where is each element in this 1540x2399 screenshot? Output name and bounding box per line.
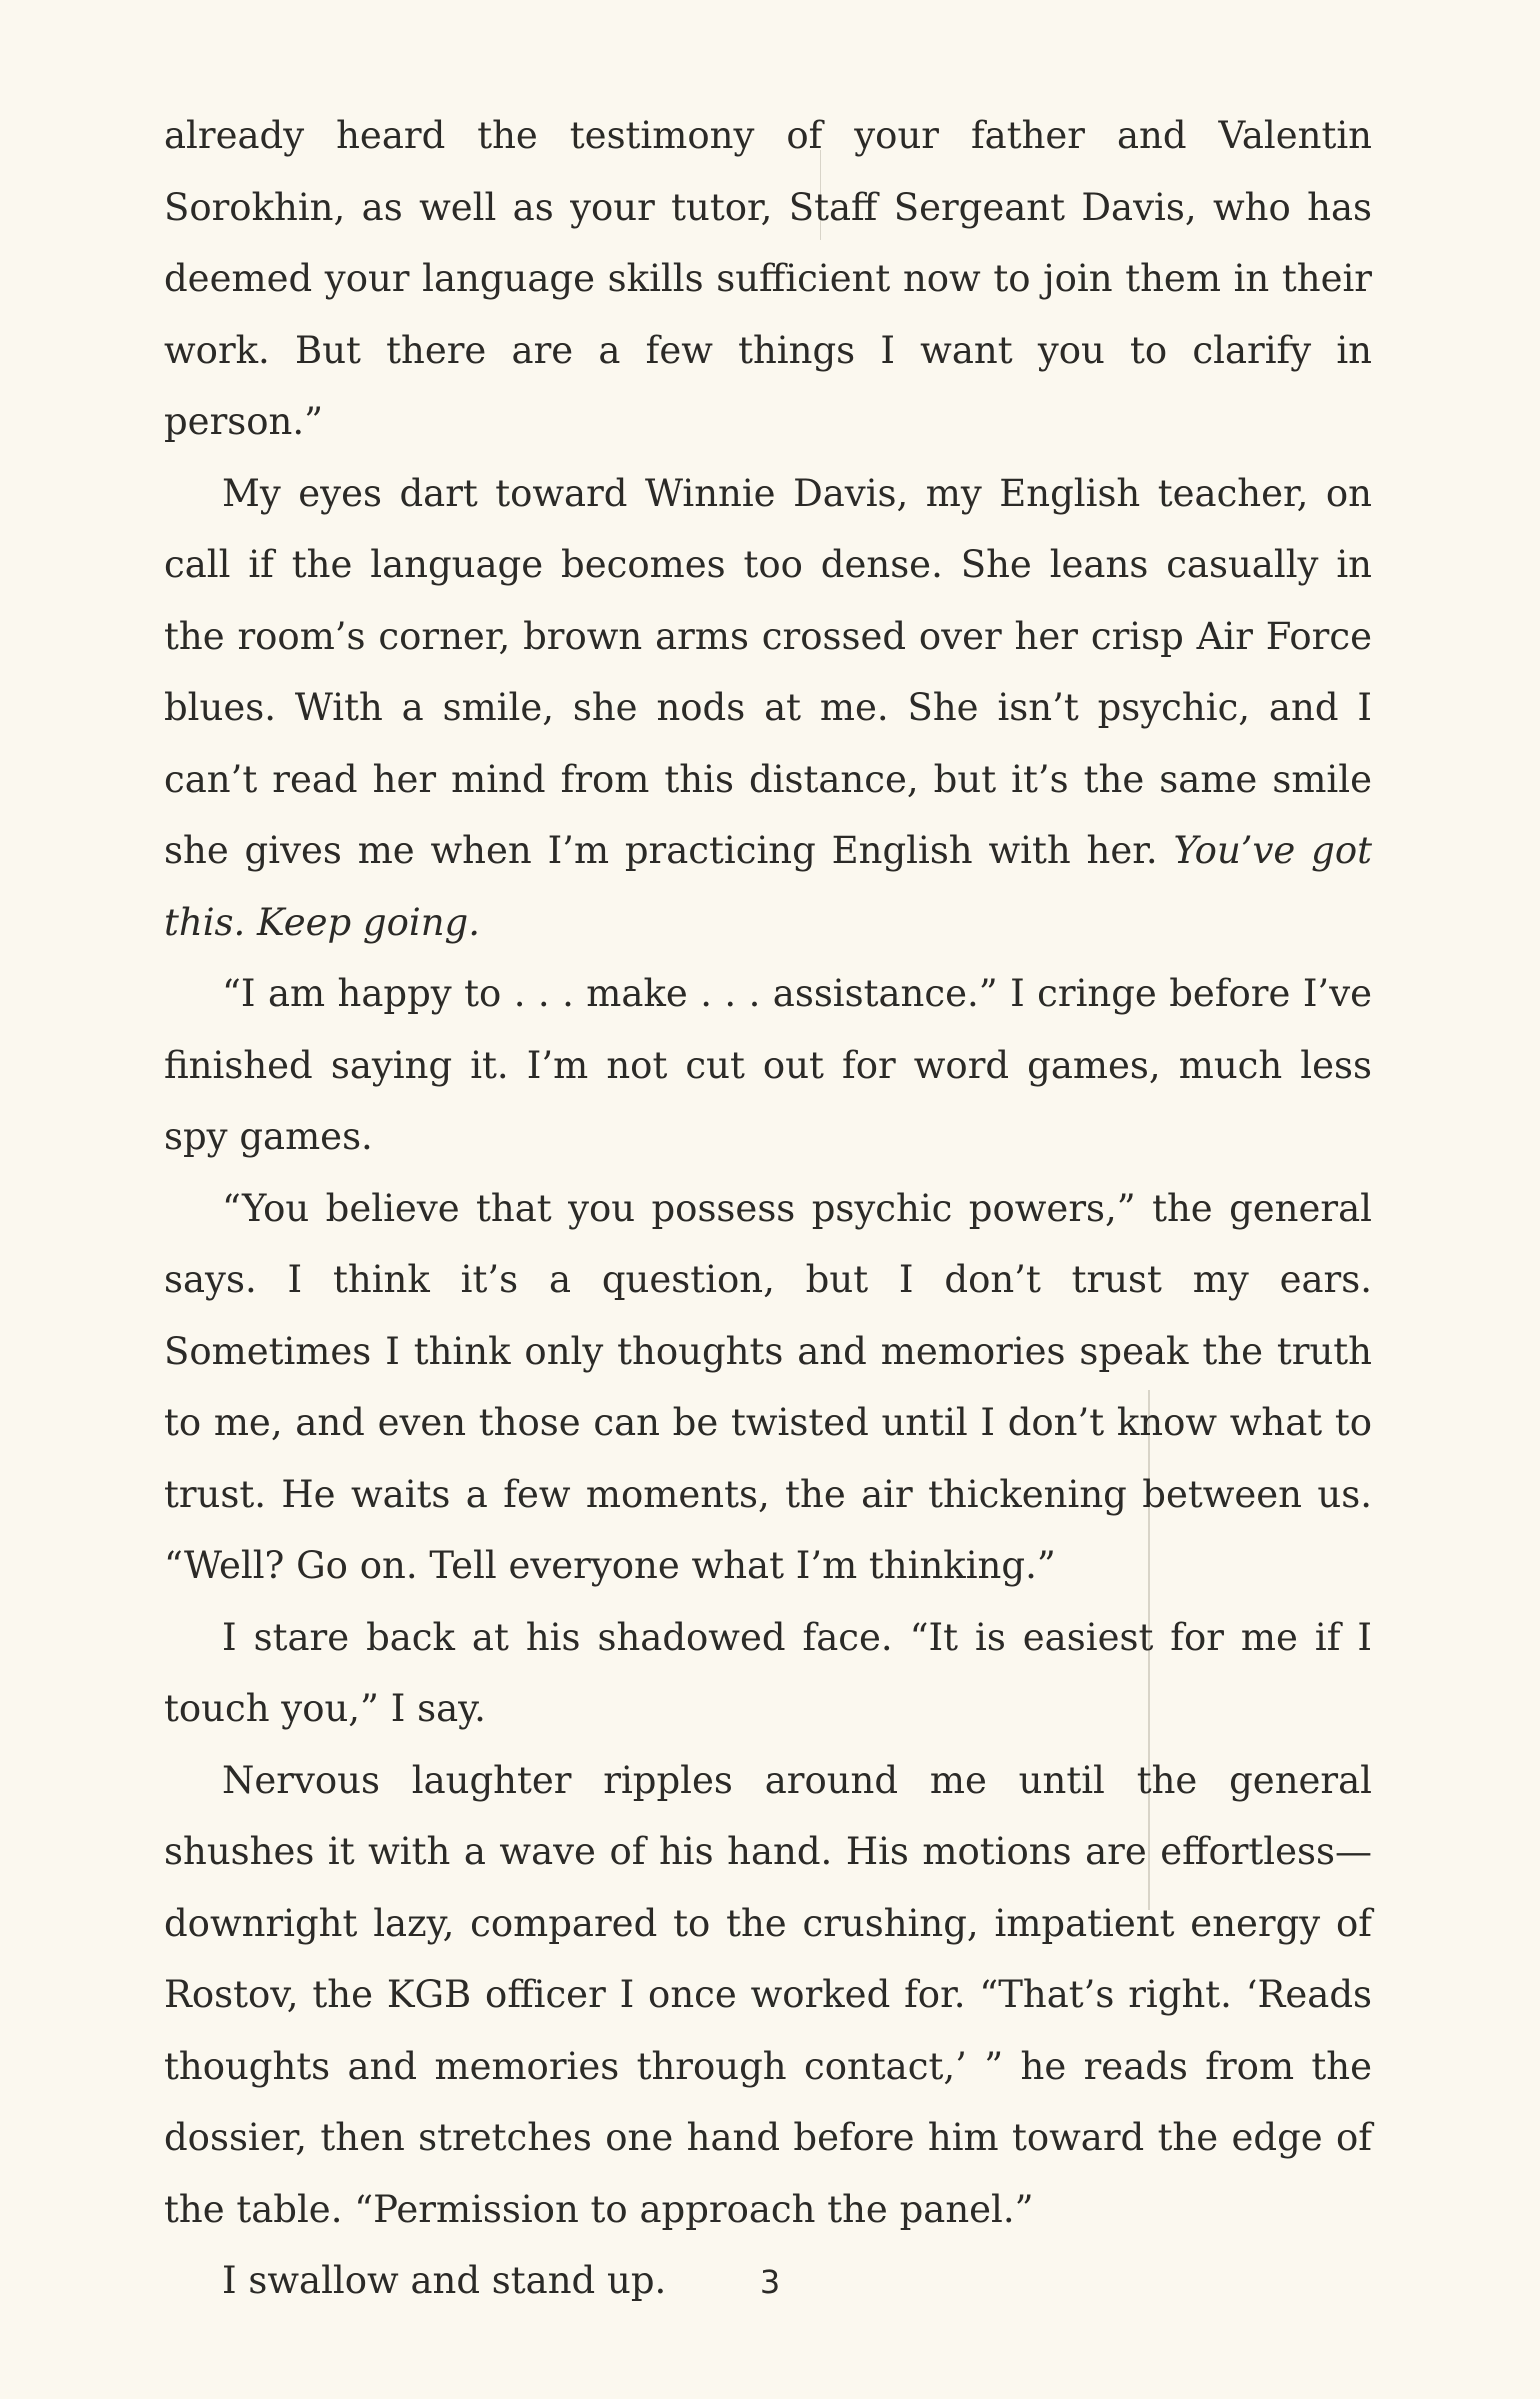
paragraph: “I am happy to . . . make . . . assistance.” I cringe before I’ve finished saying it. I’m not cut out for word games, much less spy games. [164,972,1372,1158]
paragraph-text: My eyes dart toward Winnie Davis, my English teacher, on call if the language becomes too dense. She leans casually in the room’s corner, brown arms crossed over her crisp Air Force blues. With a smile, she nods at me. She isn’t psychic, and I can’t read her mind from this distance, but it’s the same smile she gives me when I’m practicing English with her. [164,471,1372,872]
paragraph: Nervous laughter ripples around me until the general shushes it with a wave of his hand. His motions are effortless—downright lazy, compared to the crushing, impatient energy of Rostov, the KGB officer I once worked for. “That’s right. ‘Reads thoughts and memories through contact,’ ” he reads from the dossier, then stretches one hand before him toward the edge of the table. “Permission to approach the panel.” [164,1758,1372,2231]
paragraph [164,458,1372,959]
paragraph: “You believe that you possess psychic powers,” the general says. I think it’s a question, but I don’t trust my ears. Sometimes I think only thoughts and memories speak the truth to me, and even those can be twisted until I don’t know what to trust. He waits a few moments, the air thickening between us. “Well? Go on. Tell everyone what I’m thinking.” [164,1186,1372,1587]
paragraph: I swallow and stand up. [222,2259,667,2302]
paragraph: I stare back at his shadowed face. “It is easiest for me if I touch you,” I say. [164,1615,1372,1730]
paragraph: already heard the testimony of your father and Valentin Sorokhin, as well as your tutor, Staff Sergeant Davis, who has deemed your language skills sufficient now to join them in their work. But there are a few things I want you to clarify in person.” [164,114,1372,443]
paragraph-italic-text: You’ve got this. Keep going. [164,829,1372,944]
page-number: 3 [759,2263,781,2301]
body-text [164,100,1372,2317]
